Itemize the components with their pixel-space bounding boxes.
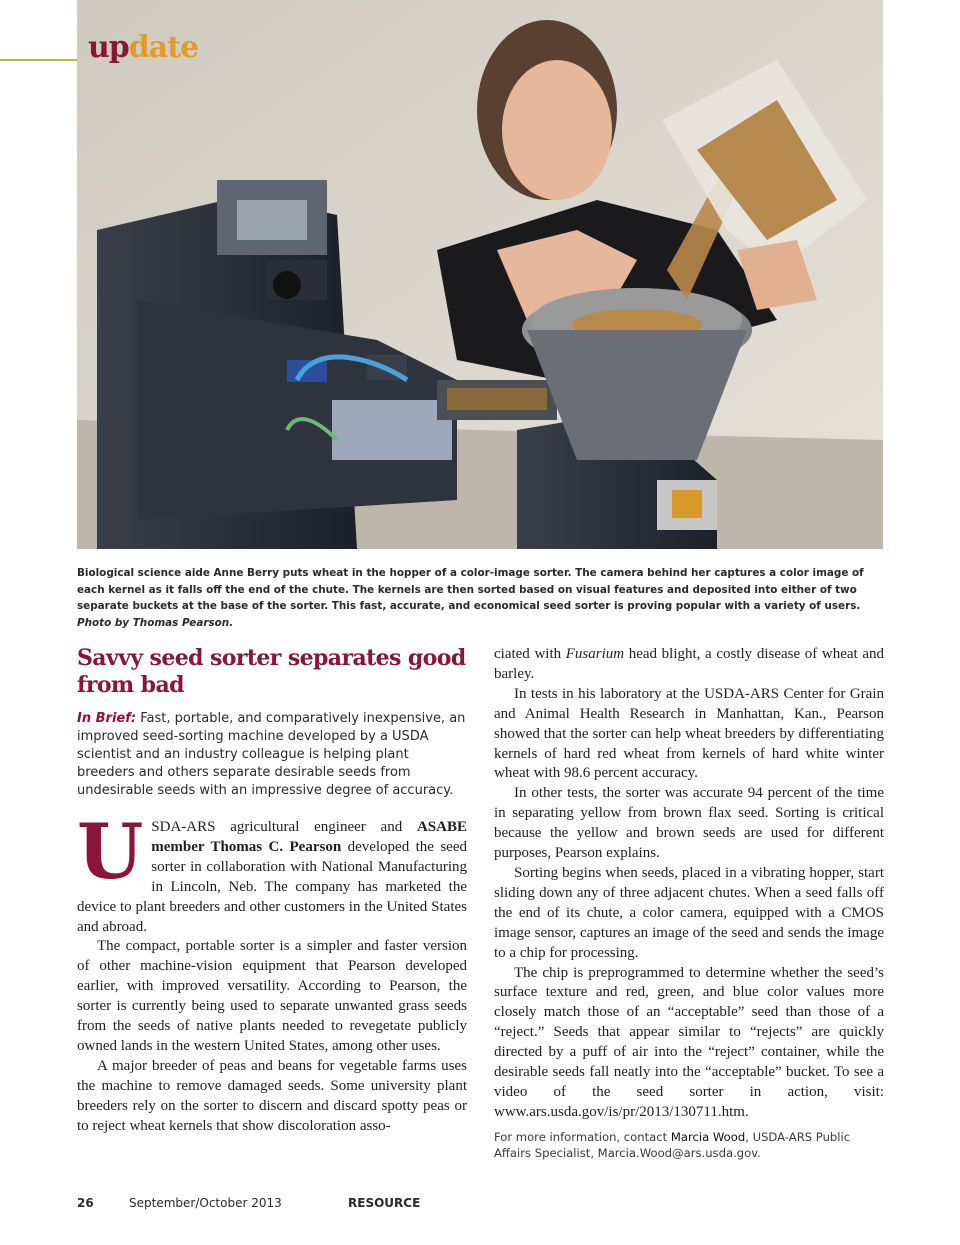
article-body-left bbox=[77, 807, 467, 1137]
article-body-right bbox=[494, 645, 884, 1123]
paragraph: The compact, portable sorter is a simpler and faster version of other machine-vision equipment that Pearson developed earlier, with improved versatility. According to Pearson, the sorter is currently being used to separate unwanted grass seeds from the seeds of native plants needed to revegetate publicly owned lands in the western United States, among other uses. bbox=[77, 938, 467, 1054]
in-brief bbox=[77, 710, 467, 800]
paragraph-lead: USDA-ARS agricultural engineer and ASABE member Thomas C. Pearson developed the seed sorter in collaboration with National Manufacturing in Lincoln, Neb. The company has marketed the device to plant breeders and other customers in the United States and abroad. bbox=[77, 807, 467, 935]
article-photo bbox=[77, 0, 883, 549]
photo-caption bbox=[77, 565, 883, 631]
paragraph: Sorting begins when seeds, placed in a vibrating hopper, start sliding down any of three adjacent chutes. When a seed falls off the end of its chute, a color camera, equipped with a CMOS image sensor, captures an image of the seed and sends the image to a chip for processing. bbox=[494, 864, 884, 961]
caption-text: Biological science aide Anne Berry puts wheat in the hopper of a color-image sorter. The camera behind her captures a color image of each kernel as it falls off the end of the chute. The kernels are then sorted based on visual features and deposited into either of two separate buckets at the base of the sorter. This fast, accurate, and economical seed sorter is proving popular with a variety of users. bbox=[77, 567, 864, 612]
author-name: ASABE member Thomas C. Pearson bbox=[151, 819, 467, 855]
paragraph: In other tests, the sorter was accurate 94 percent of the time in separating yellow from brown flax seed. Sorting is critical because the yellow and brown seeds are used for different purposes, Pearson explains. bbox=[494, 785, 884, 862]
issue-date: September/October 2013 bbox=[129, 1196, 282, 1210]
photo-credit: Photo by Thomas Pearson. bbox=[77, 616, 234, 629]
section-tag: update bbox=[88, 30, 199, 65]
paragraph: A major breeder of peas and beans for vegetable farms uses the machine to remove damaged seeds. Some university plant breeders rely on the sorter to discern and discard spotty peas or to reject wheat kernels that show discoloration asso- bbox=[77, 1057, 467, 1134]
contact-info: For more information, contact Marcia Wood, USDA-ARS Public Affairs Specialist, Marcia.Wood@ars.usda.gov. bbox=[494, 1129, 851, 1161]
article-headline: Savvy seed sorter separates good from bad bbox=[77, 645, 466, 698]
in-brief-label: In Brief: bbox=[77, 711, 137, 726]
in-brief-text: Fast, portable, and comparatively inexpensive, an improved seed-sorting machine developed by a USDA scientist and an industry colleague is helping plant breeders and others separate desirable seeds from undesirable seeds with an impressive degree of accuracy. bbox=[77, 711, 466, 798]
article-column-right bbox=[494, 645, 884, 1162]
page-number: 26 bbox=[77, 1196, 94, 1210]
paragraph: ciated with Fusarium head blight, a costly disease of wheat and barley. bbox=[494, 646, 884, 682]
paragraph: The chip is preprogrammed to determine whether the seed’s surface texture and red, green, and blue color values more closely match those of an “acceptable” seed than those of a “reject.” Seeds that appear similar to “rejects” are quickly directed by a puff of air into the “reject” container, while the desirable seeds fall neatly into the “acceptable” bucket. To see a video of the seed sorter in action, visit: www.ars.usda.gov/is/pr/2013/130711.htm. bbox=[494, 964, 884, 1120]
publication-name: RESOURCE bbox=[348, 1196, 421, 1210]
article-column-left bbox=[77, 645, 467, 1137]
contact-name: Marcia Wood bbox=[670, 1129, 746, 1144]
drop-cap: U bbox=[77, 807, 144, 896]
paragraph: In tests in his laboratory at the USDA-ARS Center for Grain and Animal Health Research in Manhattan, Kan., Pearson showed that the sorter can help wheat breeders by differentiating kernels of hard red wheat from kernels of hard white winter wheat with 98.6 percent accuracy. bbox=[494, 685, 884, 782]
species-name: Fusarium bbox=[565, 646, 625, 662]
